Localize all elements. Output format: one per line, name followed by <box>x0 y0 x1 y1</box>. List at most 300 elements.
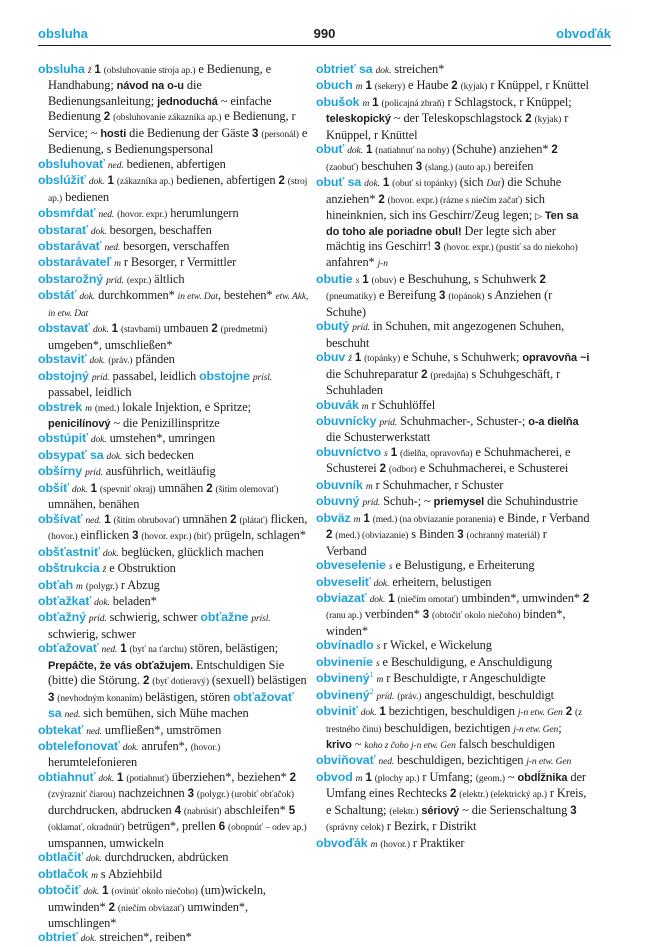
translation-text: die Schusterwerkstatt <box>326 430 431 445</box>
translation-text: , bestehen* <box>217 288 276 303</box>
grammar-label: dok. <box>375 66 392 76</box>
headword: obuvnícky <box>316 413 377 428</box>
translation-text: pfänden <box>132 352 175 367</box>
sense-number: 1 <box>107 175 114 188</box>
translation-text: e Bereifung <box>375 288 440 303</box>
sense-number: 3 <box>439 290 446 303</box>
headword: obviniť <box>316 704 358 719</box>
usage-label: (policajná zbraň) <box>381 98 445 109</box>
translation-text: r Schuhmacher, r Schuster <box>372 477 504 492</box>
translation-text: umnähen, benähen <box>48 497 140 512</box>
guide-word-right: obvoďák <box>556 26 611 41</box>
translation-text: überziehen*, beziehen* <box>168 769 290 784</box>
usage-label: (byť na ťarchu) <box>129 645 187 656</box>
example-phrase: jednoduchá <box>157 95 218 108</box>
headword: obuvný <box>316 494 360 509</box>
example-phrase: Ten sa do toho ale poriadne obul! <box>326 210 579 238</box>
sense-number: 1 <box>382 177 390 190</box>
dictionary-entry <box>38 561 310 577</box>
translation-text: ~ <box>351 737 365 752</box>
usage-label: (polygr.) (urobiť obťačok) <box>196 790 294 801</box>
translation-text: r Verband <box>326 527 547 558</box>
dictionary-entry <box>316 62 590 78</box>
usage-label: (hovor. expr.) (biť) <box>141 532 211 543</box>
translation-text: ) die Schuhe anziehen* <box>326 175 562 206</box>
sense-number: 3 <box>48 691 55 704</box>
usage-label: (topánky) <box>364 354 401 365</box>
page-number: 990 <box>313 26 336 41</box>
grammar-label: m <box>361 401 369 412</box>
translation-text: umgeben*, umschließen* <box>48 337 173 352</box>
translation-text: bedienen, abfertigen <box>173 173 279 188</box>
sense-number: 2 <box>103 111 111 124</box>
case-note: Dat <box>486 179 501 190</box>
sense-number: 1 <box>94 64 101 76</box>
translation-text: umnähen <box>155 480 207 495</box>
sense-number: 2 <box>142 675 150 688</box>
translation-text: e Haube <box>405 78 452 93</box>
usage-label: (šitím olemovať) <box>215 484 279 495</box>
usage-label: (pneumatiky) <box>326 292 376 303</box>
grammar-label: dok. <box>364 179 380 190</box>
headword: obstrek <box>38 399 83 414</box>
headword: obstojný <box>38 368 89 383</box>
grammar-label: ned. <box>378 757 395 768</box>
usage-label: (práv.) <box>397 691 422 702</box>
dictionary-entry <box>38 255 310 271</box>
usage-label: (šitím obrubovať) <box>113 515 180 526</box>
dictionary-entry <box>316 511 590 558</box>
translation-text: r Schlagstock, r Knüppel; <box>444 94 572 109</box>
dictionary-entry <box>38 157 310 173</box>
grammar-label: m <box>355 82 363 93</box>
translation-text: falsch beschuldigen <box>455 737 555 752</box>
usage-label: (med.) (na obviazanie poranenia) <box>372 514 496 525</box>
translation-text: beschuldigen, bezichtigen <box>394 753 527 768</box>
headword: obviazať <box>316 590 367 605</box>
translation-text: schwierig, schwer <box>106 610 201 625</box>
headword: obstarať <box>38 222 88 237</box>
translation-text: sich bemühen, sich Mühe machen <box>80 706 249 721</box>
dictionary-entry <box>316 175 590 272</box>
translation-text: durchkommen* <box>95 288 178 303</box>
dictionary-entry <box>316 398 590 414</box>
example-phrase: teleskopický <box>326 113 391 126</box>
dictionary-entry <box>316 836 590 852</box>
grammar-label: príd. <box>376 691 395 702</box>
sense-number: 1 <box>365 80 372 93</box>
grammar-label: dok. <box>98 773 115 784</box>
translation-text: stören, belästigen; <box>186 641 279 656</box>
translation-text: ~ die Penizillinspritze <box>110 415 220 430</box>
dictionary-entry <box>316 591 590 638</box>
translation-text: beschuhen <box>358 158 416 173</box>
sense-number: 2 <box>108 901 115 914</box>
usage-label: (stroj ap.) <box>48 177 308 204</box>
example-phrase: krivo <box>326 739 352 752</box>
translation-text: herumlungern <box>167 206 239 221</box>
grammar-label: m <box>365 481 373 492</box>
grammar-label: dok. <box>106 451 123 462</box>
grammar-label: dok. <box>92 325 109 336</box>
headword: obuvák <box>316 397 359 412</box>
headword: obutý <box>316 319 350 334</box>
translation-text: die Schuhreparatur <box>326 366 422 381</box>
translation-text: e Binde, r Verband <box>495 510 590 525</box>
translation-text: in Schuhen, mit angezogenen Schuhen, beschuht <box>326 319 565 350</box>
headword: obtočiť <box>38 883 81 898</box>
headword: obsluhovať <box>38 156 105 171</box>
dictionary-entry <box>38 641 310 722</box>
grammar-label: dok. <box>71 484 88 495</box>
dictionary-entry <box>38 173 310 206</box>
headword: obutie <box>316 271 353 286</box>
grammar-label: dok. <box>347 146 363 157</box>
sense-number: 1 <box>104 513 111 526</box>
dictionary-entry <box>38 321 310 352</box>
translation-text: e Schuhmacherei, e Schusterei <box>326 444 571 476</box>
headword: obstarávateľ <box>38 255 112 270</box>
sense-number: 1 <box>365 144 373 157</box>
example-phrase: priemysel <box>433 496 485 509</box>
grammar-label: príd. <box>379 417 398 428</box>
grammar-label: dok. <box>90 226 107 237</box>
sense-number: 1 <box>363 512 370 525</box>
sense-number: 1 <box>117 771 124 784</box>
translation-text: sich bedecken <box>122 447 194 462</box>
usage-label: (ochranný materiál) <box>466 531 540 542</box>
grammar-label: dok. <box>80 934 97 945</box>
grammar-label: dok. <box>83 887 100 898</box>
grammar-label: dok. <box>88 177 105 188</box>
example-phrase: penicilínový <box>48 417 111 430</box>
translation-text: ~ der Teleskopschlagstock <box>390 111 526 126</box>
headword: obstavať <box>38 321 90 336</box>
translation-text: e Beschuhung, s Schuhwerk <box>396 271 540 286</box>
headword: obťažne <box>200 610 249 625</box>
dictionary-entry <box>316 142 590 175</box>
grammar-label: príd. <box>106 275 124 286</box>
case-note: j-n etw. Gen <box>517 708 563 719</box>
translation-text: ~ die Serienschaltung <box>459 802 571 817</box>
grammar-label: dok. <box>90 435 107 446</box>
dictionary-entry <box>316 319 590 350</box>
example-phrase: návod na o-u <box>116 80 184 93</box>
headword: obvínadlo <box>316 638 374 653</box>
grammar-label: dok. <box>102 548 119 559</box>
example-phrase: obdĺžnika <box>517 771 568 784</box>
dictionary-entry <box>38 369 310 400</box>
dictionary-entry <box>38 352 310 368</box>
grammar-label: m <box>376 675 384 686</box>
translation-text: besorgen, verschaffen <box>120 238 230 253</box>
translation-text: e Bedienung, r Service; ~ <box>48 109 296 140</box>
translation-text: durchdrucken, abdrucken <box>48 802 175 817</box>
sense-number: 2 <box>582 592 590 605</box>
sense-number: 2 <box>206 482 213 495</box>
dictionary-entry <box>38 578 310 594</box>
sense-number: 2 <box>449 788 457 801</box>
dictionary-entry <box>316 753 590 769</box>
sense-number: 5 <box>288 804 295 817</box>
usage-label: (sekery) <box>374 82 406 93</box>
dictionary-entry <box>316 558 590 574</box>
page-header <box>38 26 611 46</box>
sense-number: 1 <box>372 96 379 109</box>
usage-label: (elektr.) <box>389 806 419 817</box>
translation-text: die Schuhindustrie <box>484 494 578 509</box>
arrow-right-icon: ▷ <box>535 211 542 222</box>
translation-text: einflicken <box>77 528 133 543</box>
translation-text: Der legte sich aber mächtig ins Geschirr! <box>326 223 556 253</box>
grammar-label: m <box>114 259 121 270</box>
dictionary-entry <box>38 930 310 946</box>
headword: obuvník <box>316 477 363 492</box>
sense-number: 2 <box>278 175 285 188</box>
dictionary-entry <box>38 481 310 512</box>
headword: obušok <box>316 94 360 109</box>
headword: obvod <box>316 769 353 784</box>
usage-label: (niečím omotať) <box>397 594 459 605</box>
usage-label: (správny celok) <box>326 823 384 834</box>
translation-text: ausführlich, weitläufig <box>102 464 216 479</box>
headword: obstáť <box>38 288 77 303</box>
translation-text: (Schuhe) anziehen* <box>449 142 552 157</box>
usage-label: (ranu ap.) <box>326 611 362 622</box>
usage-label: (niečím obviazať) <box>117 903 185 914</box>
sense-number: 2 <box>379 463 386 476</box>
translation-text: besorgen, beschaffen <box>106 222 212 237</box>
headword: obstaviť <box>38 352 87 367</box>
headword: obtekať <box>38 722 84 737</box>
grammar-label: dok. <box>122 743 139 754</box>
sense-number: 3 <box>252 127 259 140</box>
translation-text: der Umfang eines Rechtecks <box>326 769 586 801</box>
usage-label: (plátať) <box>239 515 268 526</box>
headword: obvinenie <box>316 654 373 669</box>
dictionary-entry <box>38 723 310 739</box>
headword: obtiahnuť <box>38 769 96 784</box>
headword: obvoďák <box>316 835 368 850</box>
sense-number: 3 <box>415 160 422 173</box>
dictionary-entry <box>316 688 590 704</box>
dictionary-entry <box>316 272 590 319</box>
translation-text: umnähen <box>179 511 231 526</box>
headword: obstarožný <box>38 271 104 286</box>
translation-text: e Bedienung, s Bedienungspersonal <box>48 125 308 157</box>
sense-number: 1 <box>120 643 127 656</box>
grammar-label: prísl. <box>252 372 273 383</box>
headword: obuvníctvo <box>316 444 382 459</box>
translation-text: ältlich <box>151 271 185 286</box>
sense-number: 1 <box>388 592 395 605</box>
translation-text: (sich <box>456 175 487 190</box>
grammar-label: príd. <box>85 468 103 479</box>
usage-label: (odbor) <box>388 465 417 476</box>
translation-text: r Besorger, r Vermittler <box>120 255 237 270</box>
dictionary-entry <box>38 512 310 545</box>
example-phrase: opravovňa ~i <box>522 352 590 365</box>
sense-number: 4 <box>174 804 181 817</box>
grammar-label: ned. <box>107 160 124 171</box>
translation-text: flicken, <box>267 511 308 526</box>
headword: obuť sa <box>316 175 362 190</box>
translation-text: r Schuhlöffel <box>368 397 436 412</box>
headword: obuť <box>316 142 345 157</box>
usage-label: (obtočiť okolo niečoho) <box>431 611 521 622</box>
dictionary-entry <box>38 272 310 288</box>
translation-text: angeschuldigt, beschuldigt <box>421 687 555 702</box>
translation-text: r Knüppel, r Knüttel <box>487 78 589 93</box>
usage-label: (topánok) <box>448 292 485 303</box>
case-note: in etw. Dat <box>177 292 218 303</box>
headword: obstarávať <box>38 238 102 253</box>
usage-label: (polygr.) <box>85 581 118 592</box>
headword: obtlačok <box>38 866 89 881</box>
translation-text: Schuh-; ~ <box>380 494 434 509</box>
headword: obšírny <box>38 464 83 479</box>
translation-text: Schuhmacher-, Schuster-; <box>397 413 529 428</box>
grammar-label: m <box>355 773 363 784</box>
grammar-label: dok. <box>373 578 390 589</box>
usage-label: (expr.) <box>126 275 152 286</box>
usage-label: (slang.) (auto ap.) <box>424 162 491 173</box>
sense-number: 2 <box>525 113 532 126</box>
translation-text: s Anziehen (r Schuhe) <box>326 288 553 319</box>
usage-label: (geom.) <box>475 773 505 784</box>
dictionary-entry <box>38 739 310 770</box>
dictionary-entry <box>38 545 310 561</box>
translation-text: r Knüppel, r Knüttel <box>326 111 569 142</box>
translation-text: ~ einfache Bedienung <box>48 93 272 124</box>
sense-number: 1 <box>354 352 362 365</box>
grammar-label: dok. <box>89 356 106 367</box>
example-phrase: o-a dielňa <box>528 415 579 428</box>
translation-text: ; <box>558 720 562 735</box>
sense-number: 1 <box>362 273 369 286</box>
translation-text: verbinden* <box>361 607 423 622</box>
grammar-label: m <box>76 581 83 592</box>
usage-label: (plochy ap.) <box>374 773 420 784</box>
homonym-index: 2 <box>369 686 374 696</box>
usage-label: (zaobuť) <box>326 162 359 173</box>
grammar-label: dok. <box>360 708 377 719</box>
dictionary-entry <box>38 770 310 850</box>
headword: obšiť <box>38 480 69 495</box>
translation-text: umwinden*, umschlingen* <box>48 899 248 931</box>
translation-text: Entschuldigen Sie (bitte) die Störung. <box>48 657 285 688</box>
grammar-label: dok. <box>369 594 386 605</box>
grammar-label: ned. <box>85 515 102 526</box>
translation-text: beglücken, glücklich machen <box>118 544 264 559</box>
grammar-label: ž <box>348 354 352 365</box>
headword: obšívať <box>38 511 83 526</box>
translation-text: binden*, winden* <box>326 607 566 638</box>
headword: obviňovať <box>316 753 376 768</box>
translation-text: bedienen, abfertigen <box>123 156 226 171</box>
homonym-index: 1 <box>369 670 374 680</box>
headword: obuv <box>316 350 346 365</box>
dictionary-entry <box>38 867 310 883</box>
dictionary-entry <box>38 448 310 464</box>
example-phrase: hosti <box>100 127 127 140</box>
translation-text: betrügen*, prellen <box>124 819 219 834</box>
sense-number: 3 <box>422 609 429 622</box>
headword: obťažovať sa <box>48 689 294 721</box>
dictionary-entry <box>38 850 310 866</box>
headword: obtelefonovať <box>38 739 120 754</box>
translation-text: e Bedienung, e Handhabung; <box>48 62 271 93</box>
usage-label: (byť dotieravý) <box>152 677 209 688</box>
grammar-label: s <box>375 658 380 669</box>
sense-number: 1 <box>390 446 397 459</box>
grammar-label: príd. <box>88 614 107 625</box>
headword: obsluha <box>38 62 85 76</box>
translation-text: e Schuhe, s Schuhwerk; <box>400 350 523 365</box>
usage-label: (med.) (obviazanie) <box>335 531 409 542</box>
dictionary-entry <box>316 478 590 494</box>
translation-text: belästigen, stören <box>142 689 234 704</box>
usage-label: (obuť si topánky) <box>392 179 457 190</box>
guide-word-left: obsluha <box>38 26 88 41</box>
translation-text: erheitern, belustigen <box>389 574 492 589</box>
grammar-label: ned. <box>86 726 102 737</box>
translation-text: bereifen <box>490 158 534 173</box>
usage-label: (ovinúť okolo niečoho) <box>111 887 198 898</box>
dictionary-entry <box>38 239 310 255</box>
case-note: j-n etw. Gen <box>526 757 572 768</box>
translation-text: r Umfang; <box>419 769 476 784</box>
usage-label: (obuv) <box>371 275 397 286</box>
usage-label: (hovor. expr.) <box>117 210 168 221</box>
translation-text: e Beschuldigung, e Anschuldigung <box>379 654 553 669</box>
translation-text: lokale Injektion, e Spritze; <box>119 399 251 414</box>
headword: obstúpiť <box>38 431 88 446</box>
right-column <box>316 62 590 852</box>
headword: obťažkať <box>38 593 92 608</box>
sense-number: 3 <box>187 788 194 801</box>
grammar-label: m <box>91 870 98 881</box>
sense-number: 3 <box>570 804 577 817</box>
sense-number: 3 <box>457 529 464 542</box>
headword: obslúžiť <box>38 173 86 188</box>
translation-text: sich hineinknien, sich ins Geschirr/Zeug legen; <box>326 191 545 223</box>
translation-text: anrufen*, <box>138 739 191 754</box>
headword: obväz <box>316 510 351 525</box>
sense-number: 1 <box>379 706 386 719</box>
usage-label: (oklamať, okradnúť) <box>48 823 125 834</box>
translation-text: prügeln, schlagen* <box>211 528 306 543</box>
grammar-label: príd. <box>352 323 370 334</box>
usage-label: (spevniť okraj) <box>99 484 156 495</box>
dictionary-entry <box>316 704 590 753</box>
usage-label: (hovor. expr.) (pustiť sa do niekoho) <box>443 242 578 253</box>
usage-label: (nabrúsiť) <box>183 806 222 817</box>
translation-text: umfließen*, umströmen <box>101 722 222 737</box>
translation-text: bezichtigen, beschuldigen <box>385 704 518 719</box>
translation-text: e Schuhmacherei, e Schusterei <box>416 461 569 476</box>
usage-label: (z trestného činu) <box>326 708 583 735</box>
translation-text: r Beschuldigte, r Angeschuldigte <box>383 671 546 686</box>
sense-number: 1 <box>365 771 372 784</box>
dictionary-entry <box>316 638 590 654</box>
translation-text: r Abzug <box>117 577 160 592</box>
dictionary-entry <box>316 350 590 397</box>
dictionary-entry <box>38 288 310 321</box>
grammar-label: m <box>370 839 378 850</box>
usage-label: (obsluhovanie stroja ap.) <box>103 66 196 76</box>
headword: obsypať sa <box>38 447 104 462</box>
